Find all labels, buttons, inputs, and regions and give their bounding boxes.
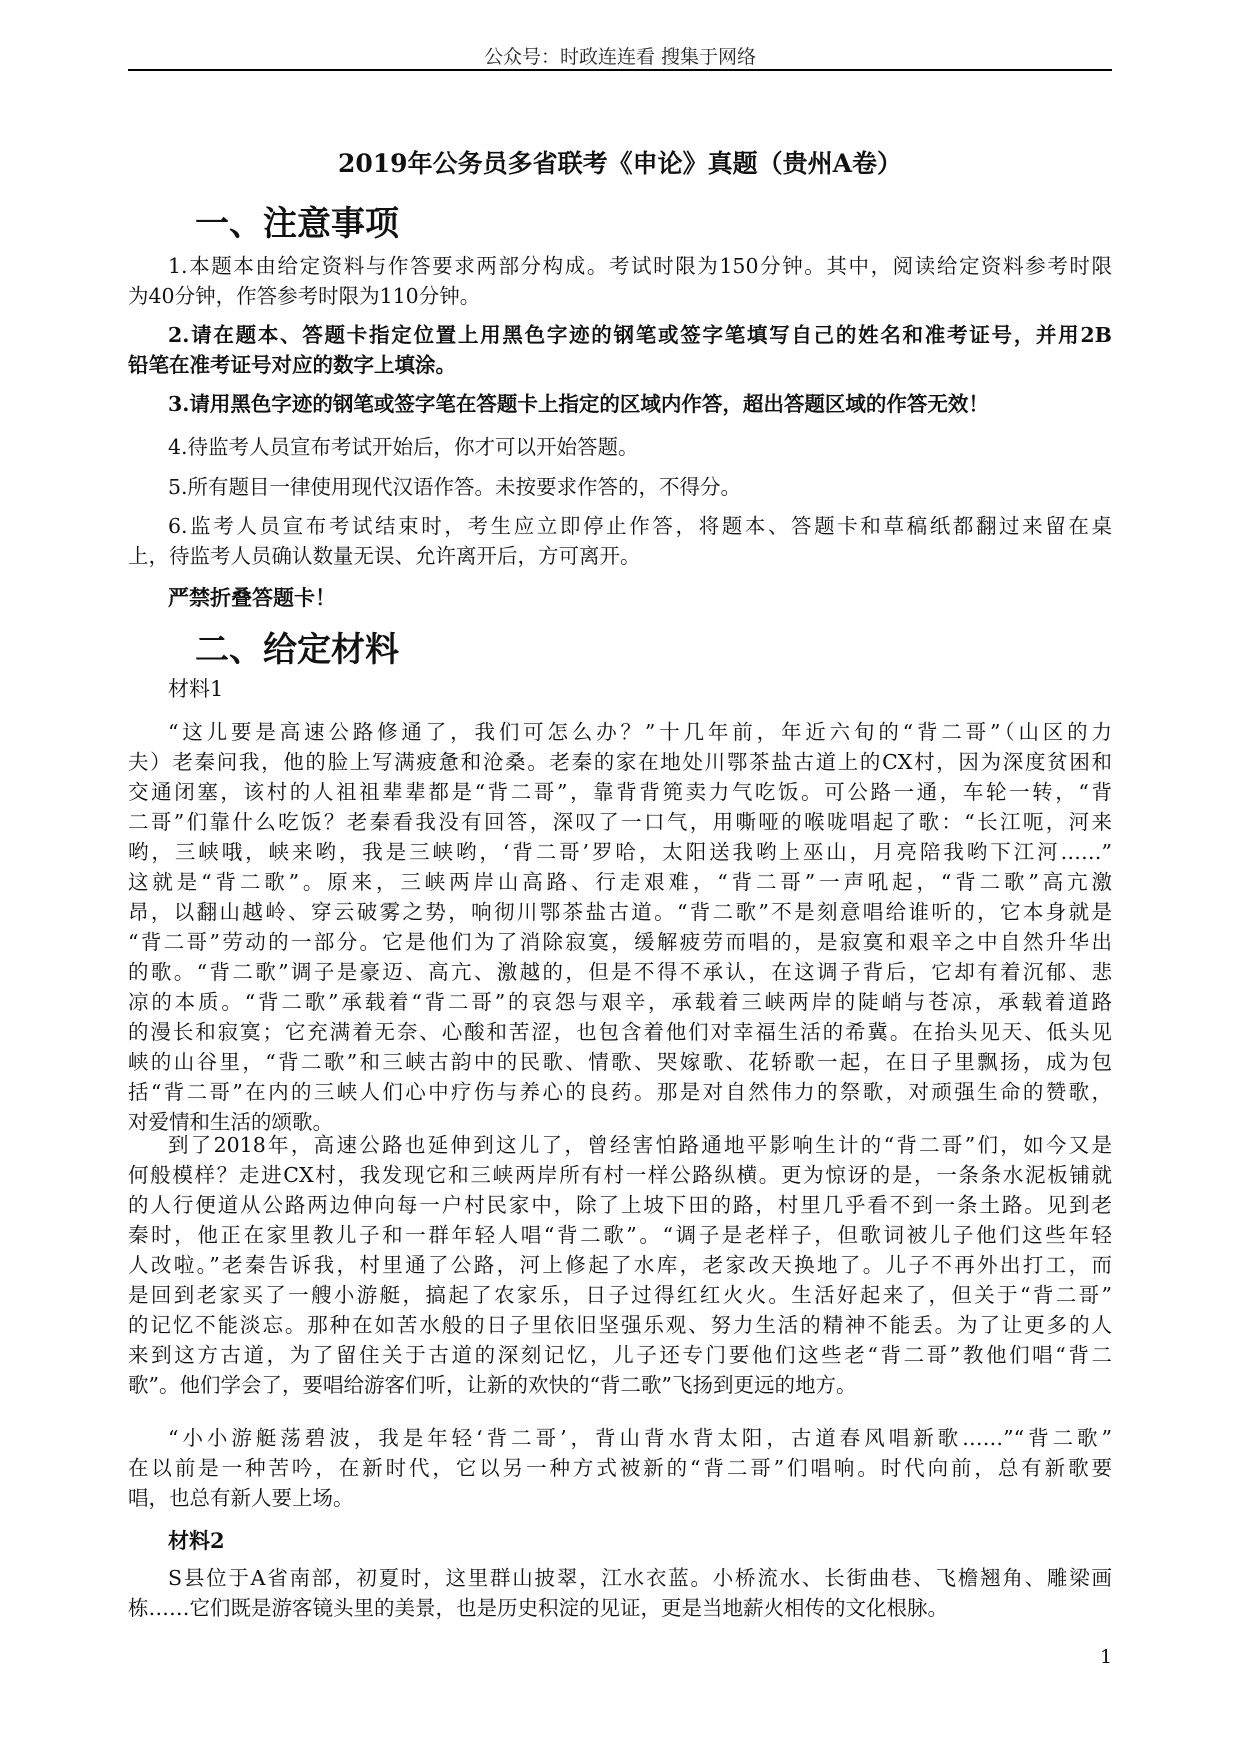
text-line: 这就是“背二歌”。原来，三峡两岸山高路、行走艰难，“背二哥”一声吼起，“背二歌”高亢激 <box>128 870 1112 894</box>
page-header: 公众号：时政连连看 搜集于网络 <box>483 46 757 68</box>
text-line: 的记忆不能淡忘。那种在如苦水般的日子里依旧坚强乐观、努力生活的精神不能丢。为了让更多的人 <box>128 1313 1112 1337</box>
text-line: 栋……它们既是游客镜头里的美景，也是历史积淀的见证，更是当地薪火相传的文化根脉。 <box>128 1596 948 1620</box>
text-line: 二哥”们靠什么吃饭？老秦看我没有回答，深叹了一口气，用嘶哑的喉咙唱起了歌：“长江呃，河来 <box>128 810 1112 834</box>
text-line: 括“背二哥”在内的三峡人们心中疗伤与养心的良药。那是对自然伟力的祭歌，对顽强生命的赞歌， <box>128 1080 1112 1104</box>
text-line: 上，待监考人员确认数量无误、允许离开后，方可离开。 <box>128 544 641 568</box>
text-line: 对爱情和生活的颂歌。 <box>128 1110 333 1134</box>
text-line: 人改啦。”老秦告诉我，村里通了公路，河上修起了水库，老家改天换地了。儿子不再外出打工，而 <box>128 1253 1112 1277</box>
note-6 <box>128 511 1112 571</box>
warning-text: 严禁折叠答题卡！ <box>168 585 336 610</box>
text-line: 1.本题本由给定资料与作答要求两部分构成。考试时限为150分钟。其中，阅读给定资料参考时限 <box>168 254 1112 278</box>
text-line: 歌”。他们学会了，要唱给游客们听，让新的欢快的“背二歌”飞扬到更远的地方。 <box>128 1373 857 1397</box>
text-line: 6.监考人员宣布考试结束时，考生应立即停止作答，将题本、答题卡和草稿纸都翻过来留在桌 <box>168 514 1112 538</box>
text-line: 夫）老秦问我，他的脸上写满疲惫和沧桑。老秦的家在地处川鄂茶盐古道上的CX村，因为深度贫困和 <box>128 750 1112 774</box>
material-2-paragraph-1 <box>128 1563 1112 1623</box>
text-line: 哟，三峡哦，峡来哟，我是三峡哟，‘背二哥’罗哈，太阳送我哟上巫山，月亮陪我哟下江河……” <box>128 840 1112 864</box>
text-line: 铅笔在准考证号对应的数字上填涂。 <box>128 353 456 377</box>
section-heading-materials: 二、给定材料 <box>195 630 399 670</box>
text-line: 的人行便道从公路两边伸向每一户村民家中，除了上坡下田的路，村里几乎看不到一条土路。见到老 <box>128 1193 1112 1217</box>
material-1-paragraph-2 <box>128 1130 1112 1400</box>
text-line: 3.请用黑色字迹的钢笔或签字笔在答题卡上指定的区域内作答，超出答题区域的作答无效！ <box>168 392 989 416</box>
text-line: 为40分钟，作答参考时限为110分钟。 <box>128 284 481 308</box>
text-line: S县位于A省南部，初夏时，这里群山披翠，江水衣蓝。小桥流水、长街曲巷、飞檐翘角、雕梁画 <box>168 1566 1112 1590</box>
page-number: 1 <box>1100 1646 1113 1668</box>
text-line: 昂，以翻山越岭、穿云破雾之势，响彻川鄂茶盐古道。“背二歌”不是刻意唱给谁听的，它本身就是 <box>128 900 1112 924</box>
text-line: 交通闭塞，该村的人祖祖辈辈都是“背二哥”，靠背背篼卖力气吃饭。可公路一通，车轮一转，“背 <box>128 780 1112 804</box>
text-line: 唱，也总有新人要上场。 <box>128 1486 354 1510</box>
text-line: 在以前是一种苦吟，在新时代，它以另一种方式被新的“背二哥”们唱响。时代向前，总有新歌要 <box>128 1456 1112 1480</box>
note-4 <box>128 432 1112 462</box>
section-heading-notes: 一、注意事项 <box>195 204 399 244</box>
document-title: 2019年公务员多省联考《申论》真题（贵州A卷） <box>338 149 902 178</box>
text-line: 凉的本质。“背二歌”承载着“背二哥”的哀怨与艰辛，承载着三峡两岸的陡峭与苍凉，承载着道路 <box>128 990 1112 1014</box>
text-line: “背二哥”劳动的一部分。它是他们为了消除寂寞，缓解疲劳而唱的，是寂寞和艰辛之中自然升华出 <box>128 930 1112 954</box>
text-line: 的歌。“背二歌”调子是豪迈、高亢、激越的，但是不得不承认，在这调子背后，它却有着沉郁、悲 <box>128 960 1112 984</box>
material-1-paragraph-3 <box>128 1423 1112 1513</box>
text-line: 秦时，他正在家里教儿子和一群年轻人唱“背二歌”。“调子是老样子，但歌词被儿子他们这些年轻 <box>128 1223 1112 1247</box>
text-line: 何般模样？走进CX村，我发现它和三峡两岸所有村一样公路纵横。更为惊讶的是，一条条水泥板铺就 <box>128 1163 1112 1187</box>
text-line: 是回到老家买了一艘小游艇，搞起了农家乐，日子过得红红火火。生活好起来了，但关于“背二哥” <box>128 1283 1112 1307</box>
text-line: 5.所有题目一律使用现代汉语作答。未按要求作答的，不得分。 <box>168 475 742 499</box>
note-2 <box>128 320 1112 380</box>
text-line: 峡的山谷里，“背二歌”和三峡古韵中的民歌、情歌、哭嫁歌、花轿歌一起，在日子里飘扬，成为包 <box>128 1050 1112 1074</box>
text-line: “小小游艇荡碧波，我是年轻‘背二哥’，背山背水背太阳，古道春风唱新歌……”“背二歌” <box>168 1426 1112 1450</box>
text-line: 2.请在题本、答题卡指定位置上用黑色字迹的钢笔或签字笔填写自己的姓名和准考证号，并用2B <box>168 323 1112 347</box>
text-line: 到了2018年，高速公路也延伸到这儿了，曾经害怕路通地平影响生计的“背二哥”们，如今又是 <box>168 1133 1112 1157</box>
text-line: 4.待监考人员宣布考试开始后，你才可以开始答题。 <box>168 435 639 459</box>
header-divider <box>128 69 1112 71</box>
text-line: 来到这方古道，为了留住关于古道的深刻记忆，儿子还专门要他们这些老“背二哥”教他们唱“背二 <box>128 1343 1112 1367</box>
material-1-paragraph-1 <box>128 717 1112 1137</box>
text-line: “这儿要是高速公路修通了，我们可怎么办？”十几年前，年近六旬的“背二哥”（山区的力 <box>168 720 1112 744</box>
material-1-heading: 材料1 <box>168 677 224 701</box>
note-1 <box>128 251 1112 311</box>
material-2-heading: 材料2 <box>168 1528 225 1553</box>
text-line: 的漫长和寂寞；它充满着无奈、心酸和苦涩，也包含着他们对幸福生活的希冀。在抬头见天、低头见 <box>128 1020 1112 1044</box>
note-3 <box>128 389 1112 419</box>
note-5 <box>128 472 1112 502</box>
